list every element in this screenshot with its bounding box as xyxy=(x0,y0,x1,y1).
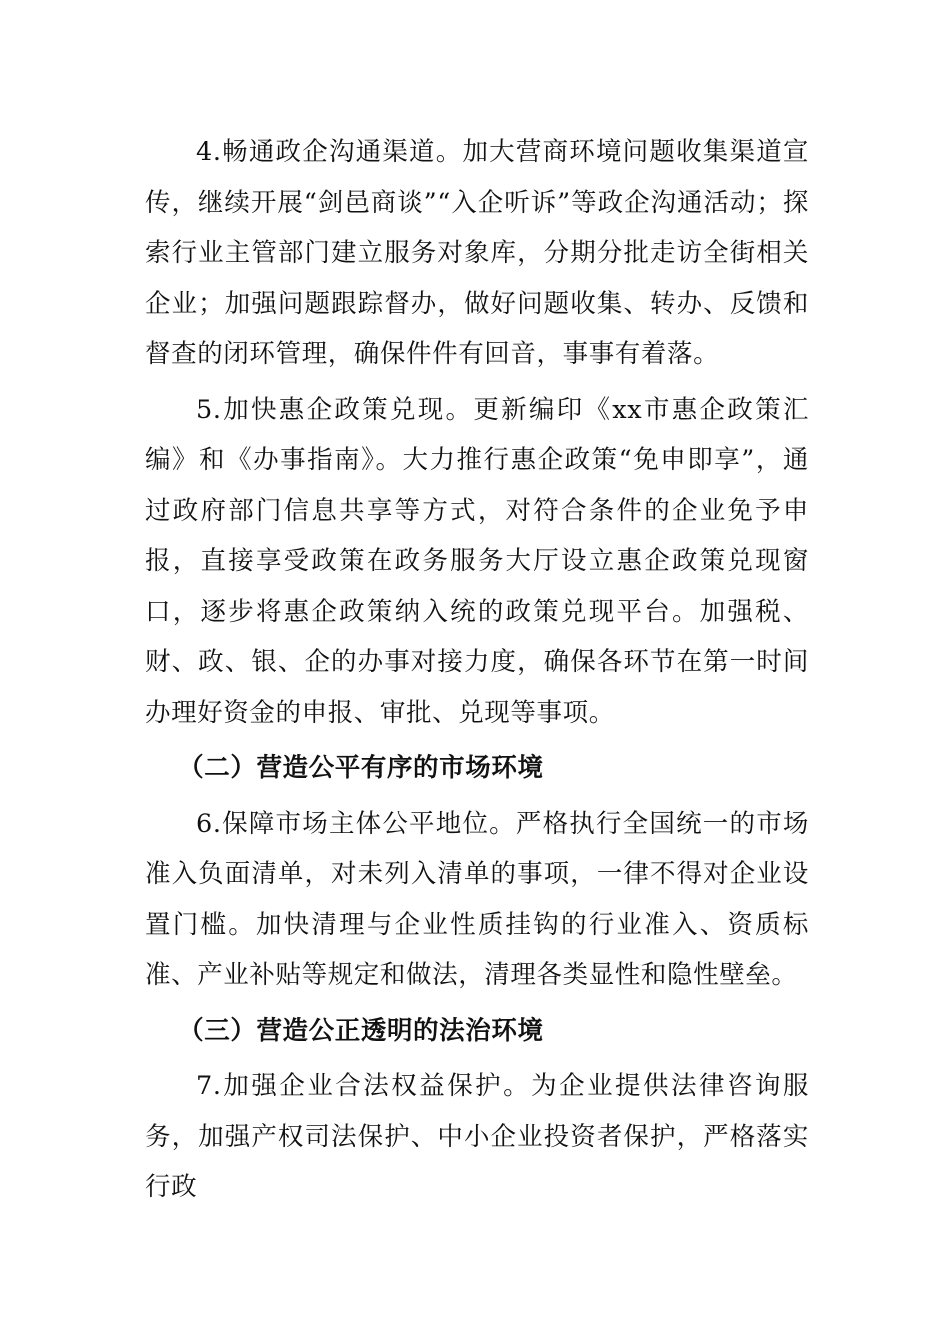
paragraph-item-6: 6.保障市场主体公平地位。严格执行全国统一的市场准入负面清单，对未列入清单的事项，一律不得对企业设置门槛。加快清理与企业性质挂钩的行业准入、资质标准、产业补贴等规定和做法，清理各类显性和隐性壁垒。 xyxy=(145,808,809,990)
section-heading-2: （二）营造公平有序的市场环境 xyxy=(178,753,544,783)
section-heading-3: （三）营造公正透明的法治环境 xyxy=(178,1015,544,1046)
document-page xyxy=(145,127,809,1213)
paragraph-item-7: 7.加强企业合法权益保护。为企业提供法律咨询服务，加强产权司法保护、中小企业投资者保护，严格落实行政 xyxy=(145,1071,809,1202)
paragraph-item-4: 4.畅通政企沟通渠道。加大营商环境问题收集渠道宣传，继续开展“剑邑商谈”“入企听诉”等政企沟通活动；探索行业主管部门建立服务对象库，分期分批走访全街相关企业；加强问题跟踪督办，做好问题收集、转办、反馈和督查的闭环管理，确保件件有回音，事事有着落。 xyxy=(145,137,809,369)
paragraph-item-5: 5.加快惠企政策兑现。更新编印《xx市惠企政策汇编》和《办事指南》。大力推行惠企政策“免申即享”，通过政府部门信息共享等方式，对符合条件的企业免予申报，直接享受政策在政务服务大厅设立惠企政策兑现窗口，逐步将惠企政策纳入统的政策兑现平台。加强税、财、政、银、企的办事对接力度，确保各环节在第一时间办理好资金的申报、审批、兑现等事项。 xyxy=(145,394,809,728)
